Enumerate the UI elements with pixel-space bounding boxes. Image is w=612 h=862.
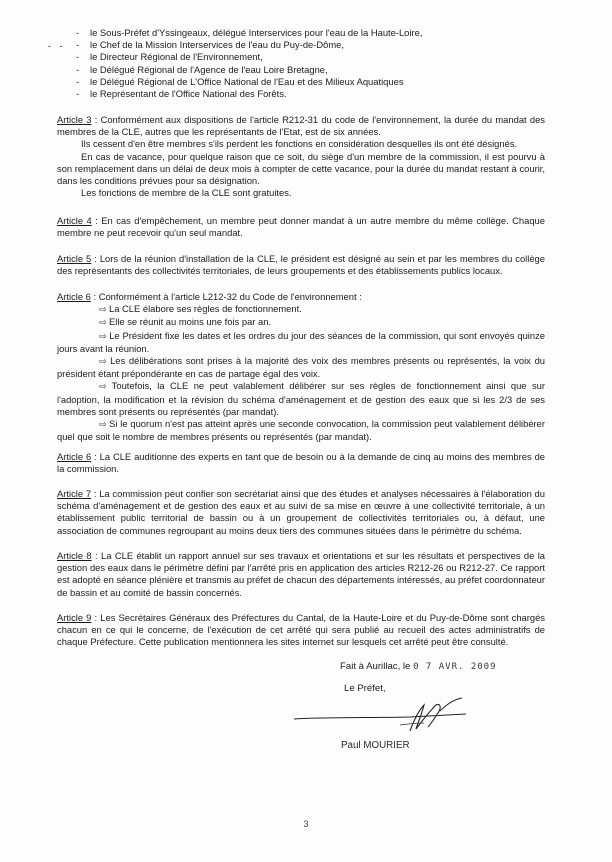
arrow-right-icon: ⇨ [99,382,107,393]
arrow-right-icon: ⇨ [99,331,107,342]
article-label: Article 5 [57,253,92,264]
arrow-right-icon: ⇨ [99,357,107,368]
list-item: - le Délégué Régional de l'Agence de l'eau Loire Bretagne, [76,63,328,75]
arrow-right-icon: ⇨ [99,318,107,329]
article-label: Article 3 [57,114,92,125]
stray-marks: - - [48,41,66,51]
list-item: ⇨ Les délibérations sont prises à la majorité des voix des membres présents ou représentés, la voix du président étant prépondérante en cas de partage égal des voix. [57,355,545,380]
list-item: ⇨ Elle se réunit au moins une fois par an. [99,316,272,329]
place-date-line: Fait à Aurillac, le 0 7 AVR. 2009 [340,661,497,672]
article-label: Article 6 [57,291,91,302]
article-6-first: Article 6 : Conformément à l'article L212-32 du Code de l'environnement : ⇨ La CLE élabore ses règles de fonctionnement. ⇨ Elle se réunit au moins une fois par an. ⇨ Le Président fixe les dates et les ordres du jour des séances de la commission, qui sont envoyés quinze jours avant la réunion. ⇨ Les délibérations sont prises à la majorité des voix des membres présents ou représentés, la voix du président étant prépondérante en cas de partage égal des voix. ⇨ Toutefois, la CLE ne peut valablement délibérer sur ses règles de fonctionnement ainsi que sur l'adoption, la modification et la révision du schéma d'aménagement et de gestion des eaux que si les 2/3 de ses membres sont présents ou représentés (par mandat). ⇨ Si le quorum n'est pas atteint après une seconde convocation, la commission peut valablement délibérer quel que soit le nombre de membres présents ou représentés (par mandat). [57,291,545,443]
list-item: ⇨ Si le quorum n'est pas atteint après une seconde convocation, la commission peut valablement délibérer quel que soit le nombre de membres présents ou représentés (par mandat). [57,418,545,443]
list-item: ⇨ Toutefois, la CLE ne peut valablement délibérer sur ses règles de fonctionnement ainsi que sur l'adoption, la modification et la révision du schéma d'aménagement et de gestion des eaux que si les 2/3 de ses membres sont présents ou représentés (par mandat). [57,380,545,417]
signature-image [290,697,470,739]
article-label: Article 4 [57,215,92,226]
arrow-right-icon: ⇨ [99,305,107,316]
article-label: Article 6 [57,451,92,462]
date-stamp: 0 7 AVR. 2009 [413,662,497,672]
article-label: Article 7 [57,488,92,499]
article-3: Article 3 : Conformément aux dispositions de l'article R212-31 du code de l'environnement, la durée du mandat des membres de la CLE, autres que les représentants de l'Etat, est de six années. Ils cessent d'en être membres s'ils perdent les fonctions en considération desquelles ils ont été désignés. En cas de vacance, pour quelque raison que ce soit, du siège d'un membre de la commission, il est pourvu à son remplacement dans un délai de deux mois à compter de cette vacance, pour la durée du mandat restant à courir, dans les conditions prévues pour sa désignation. Les fonctions de membre de la CLE sont gratuites. [57,114,545,199]
list-item: ⇨ Le Président fixe les dates et les ordres du jour des séances de la commission, qui sont envoyés quinze jours avant la réunion. [57,329,545,354]
article-5: Article 5 : Lors de la réunion d'installation de la CLE, le président est désigné au sein et par les membres du collège des représentants des collectivités territoriales, de leurs groupements et des établissements publics locaux. [57,253,545,277]
signer-name: Paul MOURIER [341,740,410,751]
page-number: 3 [303,819,309,829]
prefet-title: Le Préfet, [344,683,386,694]
article-8: Article 8 : La CLE établit un rapport annuel sur ses travaux et orientations et sur les résultats et perspectives de la gestion des eaux dans le périmètre défini par l'arrêté pris en application des articles R212-26 ou R212-27. Ce rapport est adopté en séance plénière et transmis au préfet de chacun des départements intéressés, au préfet coordonnateur de bassin et au comité de bassin concernés. [57,550,545,598]
list-item: - le Délégué Régional de L'Office National de l'Eau et des Milieux Aquatiques [76,75,404,87]
list-item: - le Chef de la Mission Interservices de l'eau du Puy-de-Dôme, [76,39,344,51]
article-6-second: Article 6 : La CLE auditionne des experts en tant que de besoin ou à la demande de cinq au moins des membres de la commission. [57,451,546,475]
list-item: - le Directeur Régional de l'Environnement, [76,51,263,63]
members-list [76,27,556,100]
list-item: - le Sous-Préfet d'Yssingeaux, délégué Interservices pour l'eau de la Haute-Loire, [76,27,423,38]
list-item: ⇨ La CLE élabore ses règles de fonctionnement. [99,303,302,316]
article-4: Article 4 : En cas d'empêchement, un membre peut donner mandat à un autre membre du même collège. Chaque membre ne peut recevoir qu'un seul mandat. [57,215,545,239]
article-label: Article 8 [57,550,92,561]
list-item: - le Représentant de l'Office National des Forêts. [76,87,287,99]
arrow-right-icon: ⇨ [99,420,107,431]
article-7: Article 7 : La commission peut confier son secrétariat ainsi que des études et analyses nécessaires à l'élaboration du schéma d'aménagement et de gestion des eaux et au suivi de sa mise en œuvre à une collectivité territoriale, à un établissement public territorial de bassin ou à un groupement de collectivités territoriales ou, à défaut, une association de communes regroupant au moins deux tiers des communes situées dans le périmètre du schéma. [57,488,545,536]
article-label: Article 9 [57,612,92,623]
article-9: Article 9 : Les Secrétaires Généraux des Préfectures du Cantal, de la Haute-Loire et du Puy-de-Dôme sont chargés chacun en ce qui le concerne, de l'exécution de cet arrêté qui sera publié au recueil des actes administratifs de chaque Préfecture. Cette publication mentionnera les sites internet sur lesquels cet arrêté peut être consulté. [57,612,545,648]
